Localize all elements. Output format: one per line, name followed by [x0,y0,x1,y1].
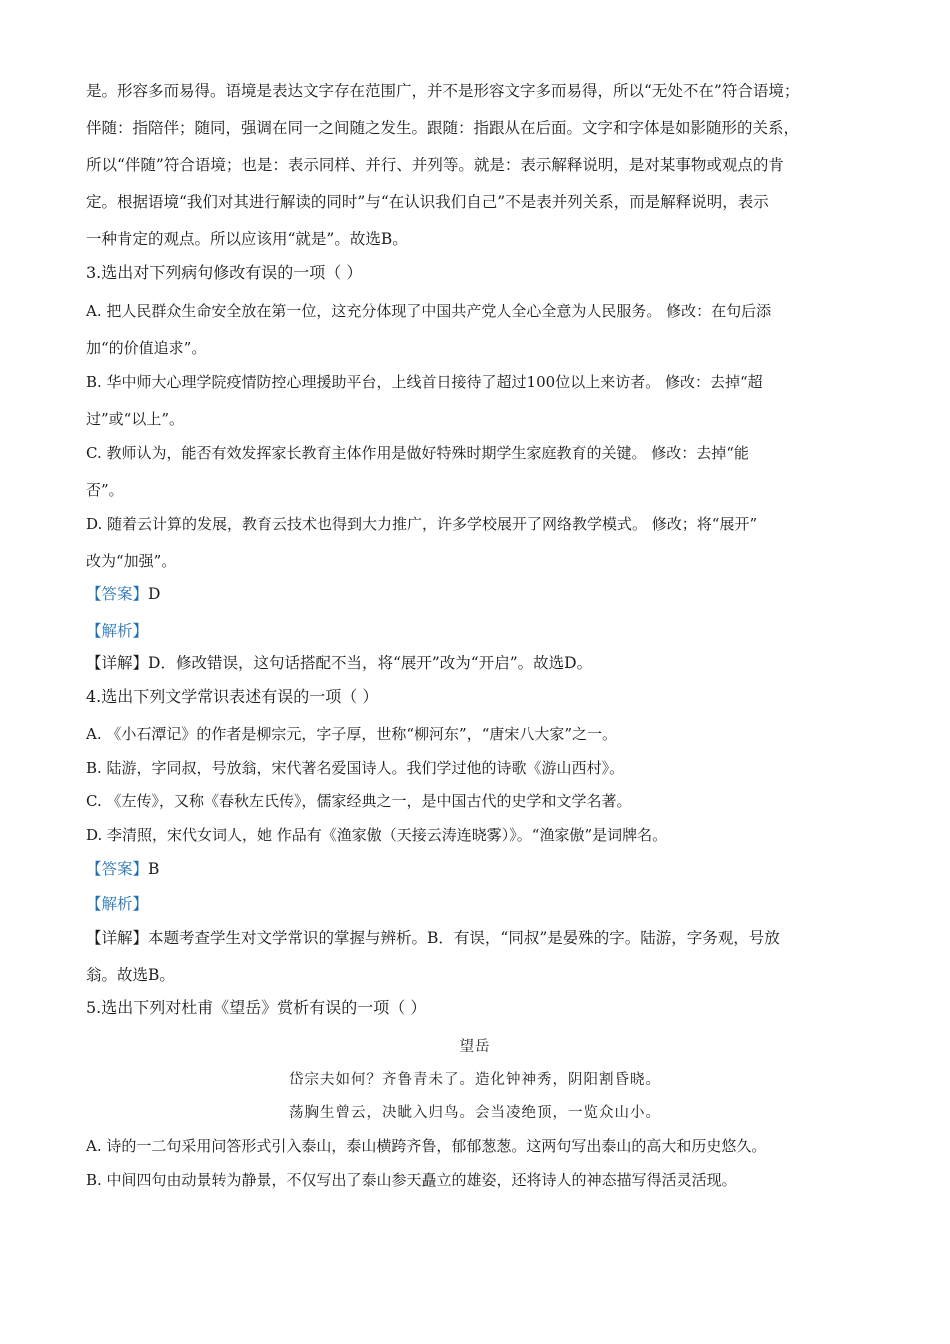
q3-option-d: D. 随着云计算的发展，教育云技术也得到大力推广，许多学校展开了网络教学模式。 修改；将“展开” [86,515,758,533]
analysis-tag: 【解析】 [86,622,149,640]
question-3-title: 3.选出对下列病句修改有误的一项（ ） [86,263,363,282]
intro-line: 伴随：指陪伴；随同，强调在同一之间随之发生。跟随：指跟从在后面。文字和字体是如影随形的关系， [86,119,800,137]
answer-value: D [148,585,161,603]
q4-option-d: D. 李清照，宋代女词人，她 作品有《渔家傲（天接云涛连晓雾）》。“渔家傲”是词牌名。 [86,826,668,844]
analysis-tag: 【解析】 [86,895,149,913]
answer-value: B [148,860,160,878]
q3-answer [86,583,876,605]
poem-title: 望岳 [459,1039,491,1055]
answer-tag: 【答案】 [86,860,149,878]
q4-option-c: C. 《左传》，又称《春秋左氏传》，儒家经典之一，是中国古代的史学和文学名著。 [86,792,632,810]
detail-text: D．修改错误，这句话搭配不当，将“展开”改为“开启”。故选D。 [148,654,593,672]
q5-option-a: A. 诗的一二句采用问答形式引入泰山，泰山横跨齐鲁，郁郁葱葱。这两句写出泰山的高大和历史悠久。 [86,1137,767,1155]
q3-option-d-cont: 改为“加强”。 [86,552,177,570]
q3-detail [86,652,876,674]
q4-option-a: A. 《小石潭记》的作者是柳宗元，字子厚，世称“柳河东”，“唐宋八大家”之一。 [86,725,618,743]
q3-option-c-cont: 否”。 [86,481,124,499]
q3-option-a-cont: 加“的价值追求”。 [86,339,207,357]
q4-detail [86,927,876,949]
answer-tag: 【答案】 [86,585,149,603]
question-5-title: 5.选出下列对杜甫《望岳》赏析有误的一项（ ） [86,998,427,1017]
detail-tag: 【详解】 [86,929,149,947]
intro-line: 是。形容多而易得。语境是表达文字存在范围广，并不是形容文字多而易得，所以“无处不在”符合语境； [86,82,800,100]
poem-line: 岱宗夫如何？齐鲁青未了。造化钟神秀，阴阳割昏晓。 [289,1072,661,1088]
question-4-title: 4.选出下列文学常识表述有误的一项（ ） [86,687,379,706]
q4-option-b: B. 陆游，字同叔，号放翁，宋代著名爱国诗人。我们学过他的诗歌《游山西村》。 [86,759,625,777]
q3-option-b-cont: 过”或“以上”。 [86,410,185,428]
q4-detail-cont: 翁。故选B。 [86,966,175,984]
q4-analysis [86,893,876,915]
detail-text: 本题考查学生对文学常识的掌握与辨析。B．有误，“同叔”是晏殊的字。陆游，字务观，号放 [148,929,780,947]
q3-option-c: C. 教师认为，能否有效发挥家长教育主体作用是做好特殊时期学生家庭教育的关键。 修改：去掉“能 [86,444,749,462]
q5-option-b: B. 中间四句由动景转为静景，不仅写出了泰山参天矗立的雄姿，还将诗人的神态描写得活灵活现。 [86,1171,737,1189]
poem-line: 荡胸生曾云，决眦入归鸟。会当凌绝顶，一览众山小。 [289,1105,661,1121]
intro-line: 一种肯定的观点。所以应该用“就是”。故选B。 [86,230,408,248]
intro-line: 定。根据语境“我们对其进行解读的同时”与“在认识我们自己”不是表并列关系，而是解释说明，表示 [86,193,769,211]
q3-option-b: B. 华中师大心理学院疫情防控心理援助平台，上线首日接待了超过100位以上来访者。 修改：去掉“超 [86,373,763,391]
detail-tag: 【详解】 [86,654,149,672]
q4-answer [86,858,876,880]
intro-line: 所以“伴随”符合语境；也是：表示同样、并行、并列等。就是：表示解释说明，是对某事物或观点的肯 [86,156,784,174]
q3-option-a: A. 把人民群众生命安全放在第一位，这充分体现了中国共产党人全心全意为人民服务。 修改：在句后添 [86,302,772,320]
q3-analysis [86,620,876,642]
